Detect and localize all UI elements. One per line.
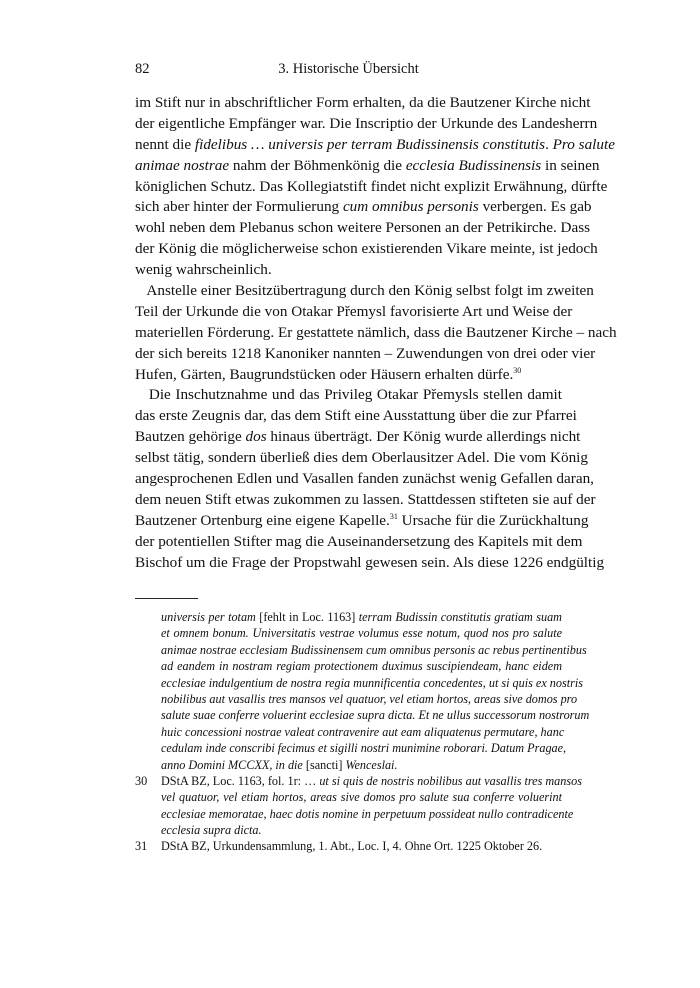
italic-text: ecclesia supra dicta. xyxy=(161,823,262,838)
footnote-line xyxy=(135,658,562,674)
italic-text: animae nostrae ecclesiam Budissinensem cum omnibus personis ac rebus pertinentibus xyxy=(161,642,587,657)
text-line xyxy=(135,406,577,427)
text-run: der König die möglicherweise schon existierenden Vikare meinte, ist jedoch xyxy=(135,240,598,258)
text-line xyxy=(135,302,573,323)
italic-text: salute suae conferre voluerint ecclesiae supra dicta. Et ne ullus successorum nostrorum xyxy=(161,708,590,723)
text-run: Bautzener Ortenburg eine eigene Kapelle. xyxy=(135,511,390,529)
text-run: [fehlt in Loc. 1163] xyxy=(255,610,359,624)
text-line xyxy=(135,385,562,406)
footnote-line xyxy=(135,625,562,641)
text-run: der sich bereits 1218 Kanoniker nannten – Zuwendungen von drei oder vier xyxy=(135,344,596,362)
page-header xyxy=(135,61,562,81)
text-run: . xyxy=(545,135,553,153)
text-run: Ursache für die Zurückhaltung xyxy=(397,511,589,529)
text-run: Hufen, Gärten, Baugrundstücken oder Häusern erhalten dürfe. xyxy=(135,365,514,383)
italic-text: ecclesia Budissinensis xyxy=(405,156,542,174)
text-line xyxy=(135,511,589,532)
text-line xyxy=(135,365,562,386)
italic-text: cedulam inde conscribi fecimus et sigilli nostri munimine roborari. Datum Pragae, xyxy=(161,741,567,756)
footnote-line xyxy=(135,773,582,789)
footnote-line xyxy=(135,806,574,822)
italic-text: nobilibus aut vasallis tres mansos vel quatuor, vel etiam hortos, areas sive domos pro xyxy=(161,691,578,706)
footnote-number: 30 xyxy=(135,773,148,788)
italic-text: ut si quis de nostris nobilibus aut vasallis tres mansos xyxy=(319,773,582,788)
text-run: im Stift nur in abschriftlicher Form erhalten, da die Bautzener Kirche nicht xyxy=(135,94,591,111)
text-line xyxy=(135,469,594,490)
italic-text: universis per totam xyxy=(161,610,256,624)
italic-text: huic concessioni nostrae valeat contravenire aut eam aliquatenus permutare, hanc xyxy=(161,724,565,739)
italic-text: anno Domini MCCXX, in die xyxy=(161,757,303,772)
text-run: Bischof um die Frage der Propstwahl gewesen sein. Als diese 1226 endgültig xyxy=(135,553,605,571)
italic-text: ecclesiae memoratae, haec dotis nomine in perpetuum possideat nullo contradicente xyxy=(161,806,574,821)
text-run: in seinen xyxy=(541,156,600,174)
footnote-line xyxy=(135,609,562,625)
italic-text: vel quatuor, vel etiam hortos, areas sive domos pro salute sua conferre voluerint xyxy=(161,790,562,805)
text-run: Die Inschutznahme und das Privileg Otakar Přemysls stellen damit xyxy=(135,386,562,404)
text-run: DStA BZ, Loc. 1163, fol. 1r: … xyxy=(161,773,320,788)
text-run: Anstelle einer Besitzübertragung durch den König selbst folgt im zweiten xyxy=(135,282,594,300)
footnote-line xyxy=(135,789,562,805)
text-line xyxy=(135,135,615,156)
text-run: der eigentliche Empfänger war. Die Inscriptio der Urkunde des Landesherrn xyxy=(135,114,598,132)
text-line xyxy=(135,177,608,198)
text-run: DStA BZ, Urkundensammlung, 1. Abt., Loc. I, 4. Ohne Ort. 1225 Oktober 26. xyxy=(161,839,543,854)
text-run: das erste Zeugnis dar, das dem Stift eine Ausstattung über die zur Pfarrei xyxy=(135,407,577,425)
footnote-line xyxy=(135,642,587,658)
footnote-line xyxy=(135,740,567,756)
footnote-line xyxy=(135,724,565,740)
text-line xyxy=(135,156,600,177)
text-line xyxy=(135,281,594,302)
italic-text: Pro salute xyxy=(552,135,615,153)
text-run: wohl neben dem Plebanus schon weitere Personen an der Petrikirche. Dass xyxy=(135,219,591,237)
italic-text: terram Budissin constitutis gratiam suam xyxy=(358,610,562,624)
text-run: nennt die xyxy=(135,135,195,153)
italic-text: ecclesiae indulgentium de nostra regia munnificentia concedentes, ut si quis ex nostris xyxy=(161,675,583,690)
text-run: der potentiellen Stifter mag die Auseinandersetzung des Kapitels mit dem xyxy=(135,532,583,550)
italic-text: ad eandem in nostram regiam protectionem duximus suscipiendeam, hanc eidem xyxy=(161,659,562,674)
text-line xyxy=(135,93,591,114)
text-run: nahm der Böhmenkönig die xyxy=(229,156,406,174)
footnote-line xyxy=(135,707,590,723)
text-line xyxy=(135,114,598,135)
text-line xyxy=(135,260,562,281)
footnote-line xyxy=(135,838,562,854)
footnote-line xyxy=(135,691,578,707)
text-line xyxy=(135,239,598,260)
text-line xyxy=(135,344,596,365)
italic-text: cum omnibus personis xyxy=(342,198,479,216)
text-run: [sancti] xyxy=(302,757,346,772)
text-line xyxy=(135,490,596,511)
text-run: verbergen. Es gab xyxy=(478,198,592,216)
main-text xyxy=(135,93,617,573)
text-line xyxy=(135,197,592,218)
italic-text: animae nostrae xyxy=(135,156,230,174)
footnote-line xyxy=(135,675,583,691)
text-run: dem neuen Stift etwas zukommen zu lassen. Stattdessen stifteten sie auf der xyxy=(135,490,596,508)
footnote-line xyxy=(135,822,562,838)
italic-text: Wenceslai. xyxy=(345,757,398,772)
text-line xyxy=(135,448,588,469)
text-run: hinaus überträgt. Der König wurde allerdings nicht xyxy=(266,428,581,446)
text-run: selbst tätig, sondern überließ dies dem Oberlausitzer Adel. Die vom König xyxy=(135,449,588,467)
running-title: 3. Historische Übersicht xyxy=(278,61,419,77)
text-run: materiellen Förderung. Er gestattete nämlich, dass die Bautzener Kirche – nach xyxy=(135,323,617,341)
text-line xyxy=(135,553,605,574)
footnote-separator xyxy=(135,598,198,599)
text-line xyxy=(135,427,581,448)
text-run: wenig wahrscheinlich. xyxy=(135,261,272,279)
italic-text: dos xyxy=(245,428,267,446)
text-run: königlichen Schutz. Das Kollegiatstift findet nicht explizit Erwähnung, dürfte xyxy=(135,177,608,195)
footnotes xyxy=(135,609,590,855)
text-run: Bautzen gehörige xyxy=(135,428,246,446)
text-line xyxy=(135,323,617,344)
footnote-number: 31 xyxy=(135,839,148,854)
footnote-ref[interactable]: 31 xyxy=(389,511,398,521)
page-number: 82 xyxy=(135,61,150,77)
footnote-line xyxy=(135,757,562,773)
text-line xyxy=(135,532,583,553)
text-run: Teil der Urkunde die von Otakar Přemysl favorisierte Art und Weise der xyxy=(135,302,573,320)
italic-text: fidelibus … universis per terram Budissinensis constitutis xyxy=(194,135,546,153)
footnote-ref[interactable]: 30 xyxy=(513,365,522,375)
text-line xyxy=(135,218,591,239)
text-run: angesprochenen Edlen und Vasallen fanden zunächst wenig Gefallen daran, xyxy=(135,470,594,488)
text-run: sich aber hinter der Formulierung xyxy=(135,198,343,216)
italic-text: et omnem bonum. Universitatis vestrae volumus esse notum, quod nos pro salute xyxy=(161,626,562,641)
